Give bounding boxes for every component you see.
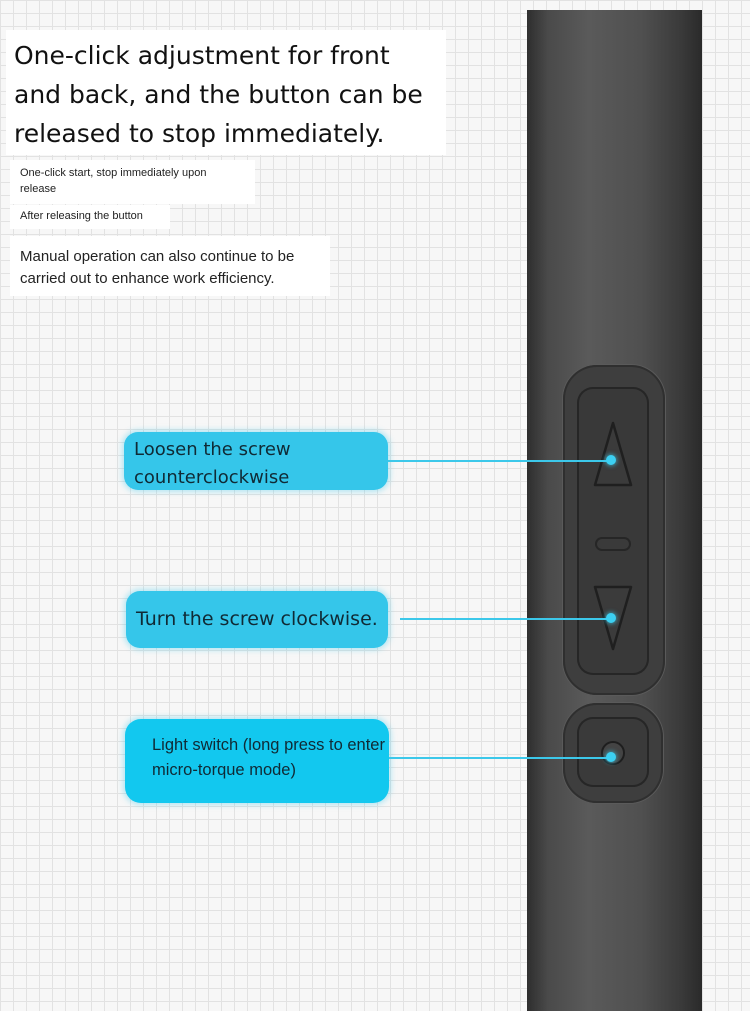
leader-line-tighten xyxy=(400,618,611,620)
pointer-dot-loosen xyxy=(606,455,616,465)
headline: One-click adjustment for front and back, and the button can be released to stop immediately. xyxy=(14,41,423,148)
callout-loosen: Loosen the screw counterclockwise xyxy=(124,432,388,490)
leader-line-light xyxy=(389,757,611,759)
callout-light-switch: Light switch (long press to enter micro-torque mode) xyxy=(125,719,389,803)
rocker-center-ridge xyxy=(595,537,631,551)
leader-line-loosen xyxy=(388,460,611,462)
note-start-stop: One-click start, stop immediately upon release xyxy=(20,167,207,195)
pointer-dot-tighten xyxy=(606,613,616,623)
callout-tighten: Turn the screw clockwise. xyxy=(126,591,388,648)
direction-rocker-button[interactable] xyxy=(577,387,649,675)
note-release: After releasing the button xyxy=(20,210,143,222)
note-manual-operation: Manual operation can also continue to be carried out to enhance work efficiency. xyxy=(20,248,295,287)
rocker-button-housing xyxy=(563,365,665,695)
pointer-dot-light xyxy=(606,752,616,762)
screwdriver-body xyxy=(527,10,702,1011)
